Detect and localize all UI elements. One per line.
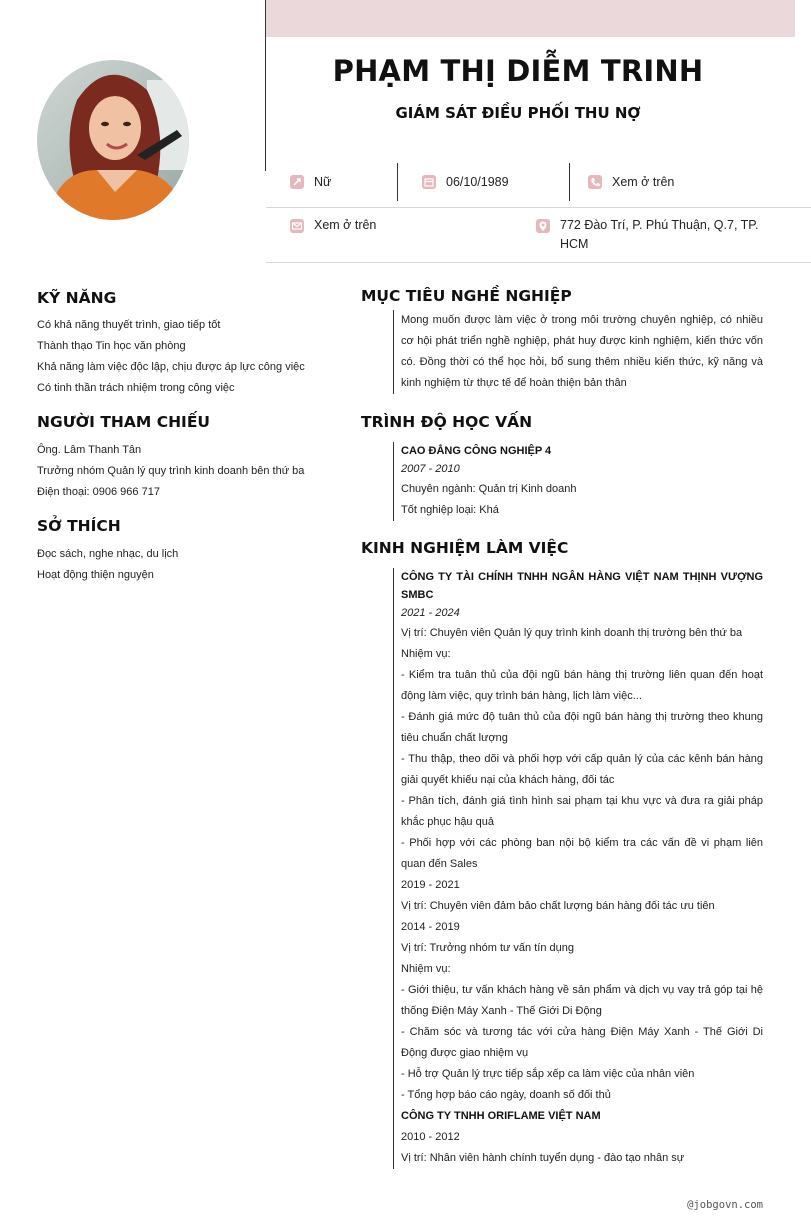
education-block <box>393 442 763 521</box>
experience-period: 2021 - 2024 <box>401 607 460 619</box>
job-title: GIÁM SÁT ĐIỀU PHỐI THU NỢ <box>395 104 641 122</box>
company-name: CÔNG TY TNHH ORIFLAME VIỆT NAM <box>401 1110 601 1122</box>
objective-title: MỤC TIÊU NGHỀ NGHIỆP <box>361 287 572 305</box>
school-name: CAO ĐẲNG CÔNG NGHIỆP 4 <box>401 445 552 457</box>
list-item: Hoạt động thiện nguyện <box>37 569 154 581</box>
references-title: NGƯỜI THAM CHIẾU <box>37 413 210 431</box>
education-title: TRÌNH ĐỘ HỌC VẤN <box>361 413 533 431</box>
experience-title: KINH NGHIỆM LÀM VIỆC <box>361 539 569 557</box>
birthday-value: 06/10/1989 <box>446 175 509 189</box>
info-separator <box>569 163 570 201</box>
objective-text: Mong muốn được làm việc ở trong môi trường chuyên nghiệp, có nhiều cơ hội phát triển nghề nghiệp, phát huy được kinh nghiệm, kiến thức vốn có. Đồng thời có thể học hỏi, bổ sung thêm nhiều kiến thức, kỹ năng và kinh nghiệm từ thực tế để hoàn thiện bản thân <box>401 314 763 389</box>
address-field <box>536 216 766 254</box>
location-pin-icon <box>536 219 550 233</box>
email-field <box>290 216 376 235</box>
experience-line: - Phân tích, đánh giá tình hình sai phạm tại khu vực và đưa ra giải pháp khắc phục hậu quả <box>401 795 763 828</box>
phone-field <box>588 163 674 201</box>
header-accent-band <box>266 0 795 37</box>
watermark: @jobgovn.com <box>687 1199 763 1211</box>
personal-info-row-1 <box>266 163 811 201</box>
experience-line: 2019 - 2021 <box>401 879 460 891</box>
company-name: CÔNG TY TÀI CHÍNH TNHH NGÂN HÀNG VIỆT NAM THỊNH VƯỢNG SMBC <box>401 571 763 601</box>
experience-line: 2014 - 2019 <box>401 921 460 933</box>
candidate-name: PHẠM THỊ DIỄM TRINH <box>332 54 704 88</box>
experience-line: - Giới thiệu, tư vấn khách hàng về sản phẩm và dịch vụ vay trả góp tại hệ thống Điện Máy Xanh - Thế Giới Di Động <box>401 984 763 1017</box>
list-item: Đọc sách, nghe nhạc, du lịch <box>37 548 179 560</box>
experience-line: Vị trí: Nhân viên hành chính tuyển dụng - đào tạo nhân sự <box>401 1152 685 1164</box>
experience-line: - Đánh giá mức độ tuân thủ của đội ngũ bán hàng thị trường theo khung tiêu chuẩn chất lượng <box>401 711 763 744</box>
experience-line: - Thu thập, theo dõi và phối hợp với cấp quản lý của các kênh bán hàng giải quyết khiếu nại của khách hàng, đối tác <box>401 753 763 786</box>
list-item: Khả năng làm việc độc lập, chịu được áp lực công việc <box>37 361 305 373</box>
calendar-icon <box>422 175 436 189</box>
education-line: Chuyên ngành: Quản trị Kinh doanh <box>401 483 577 495</box>
info-divider <box>266 262 811 263</box>
list-item: Trưởng nhóm Quản lý quy trình kinh doanh bên thứ ba <box>37 465 305 477</box>
experience-line: Vị trí: Chuyên viên đảm bảo chất lượng bán hàng đối tác ưu tiên <box>401 900 715 912</box>
list-item: Điện thoại: 0906 966 717 <box>37 486 160 498</box>
list-item: Ông. Lâm Thanh Tân <box>37 444 142 456</box>
gender-icon <box>290 175 304 189</box>
skills-title: KỸ NĂNG <box>37 289 117 307</box>
experience-line: - Tổng hợp báo cáo ngày, doanh số đối thủ <box>401 1089 611 1101</box>
email-icon <box>290 219 304 233</box>
experience-line: Nhiệm vụ: <box>401 963 451 975</box>
info-separator <box>397 163 398 201</box>
list-item: Thành thạo Tin học văn phòng <box>37 340 186 352</box>
experience-line: - Kiểm tra tuân thủ của đội ngũ bán hàng thị trường liên quan đến hoạt động làm việc, quy trình bán hàng, lịch làm việc... <box>401 669 763 702</box>
experience-line: - Chăm sóc và tương tác với cửa hàng Điện Máy Xanh - Thế Giới Di Động được giao nhiệm vụ <box>401 1026 763 1059</box>
references-list <box>37 440 327 503</box>
experience-line: Nhiệm vụ: <box>401 648 451 660</box>
experience-line: - Hỗ trợ Quản lý trực tiếp sắp xếp ca làm việc của nhân viên <box>401 1068 695 1080</box>
hobbies-list <box>37 544 327 586</box>
phone-value: Xem ở trên <box>612 175 675 189</box>
personal-info-row-2 <box>266 208 811 262</box>
experience-block <box>393 568 763 1169</box>
education-line: Tốt nghiệp loại: Khá <box>401 504 499 516</box>
experience-line: Vị trí: Chuyên viên Quản lý quy trình kinh doanh thị trường bên thứ ba <box>401 627 743 639</box>
experience-line: Vị trí: Trưởng nhóm tư vấn tín dụng <box>401 942 574 954</box>
gender-value: Nữ <box>314 175 332 189</box>
email-value: Xem ở trên <box>314 218 377 232</box>
phone-icon <box>588 175 602 189</box>
avatar <box>37 60 189 220</box>
experience-line: 2010 - 2012 <box>401 1131 460 1143</box>
skills-list <box>37 315 327 399</box>
gender-field <box>290 163 331 201</box>
hobbies-title: SỞ THÍCH <box>37 517 121 535</box>
education-period: 2007 - 2010 <box>401 463 460 475</box>
birthday-field <box>422 163 509 201</box>
list-item: Có tinh thần trách nhiệm trong công việc <box>37 382 235 394</box>
list-item: Có khả năng thuyết trình, giao tiếp tốt <box>37 319 221 331</box>
address-value: 772 Đào Trí, P. Phú Thuận, Q.7, TP. HCM <box>560 218 759 251</box>
objective-block <box>393 310 763 394</box>
experience-line: - Phối hợp với các phòng ban nội bộ kiểm tra các vấn đề vi phạm liên quan đến Sales <box>401 837 763 870</box>
